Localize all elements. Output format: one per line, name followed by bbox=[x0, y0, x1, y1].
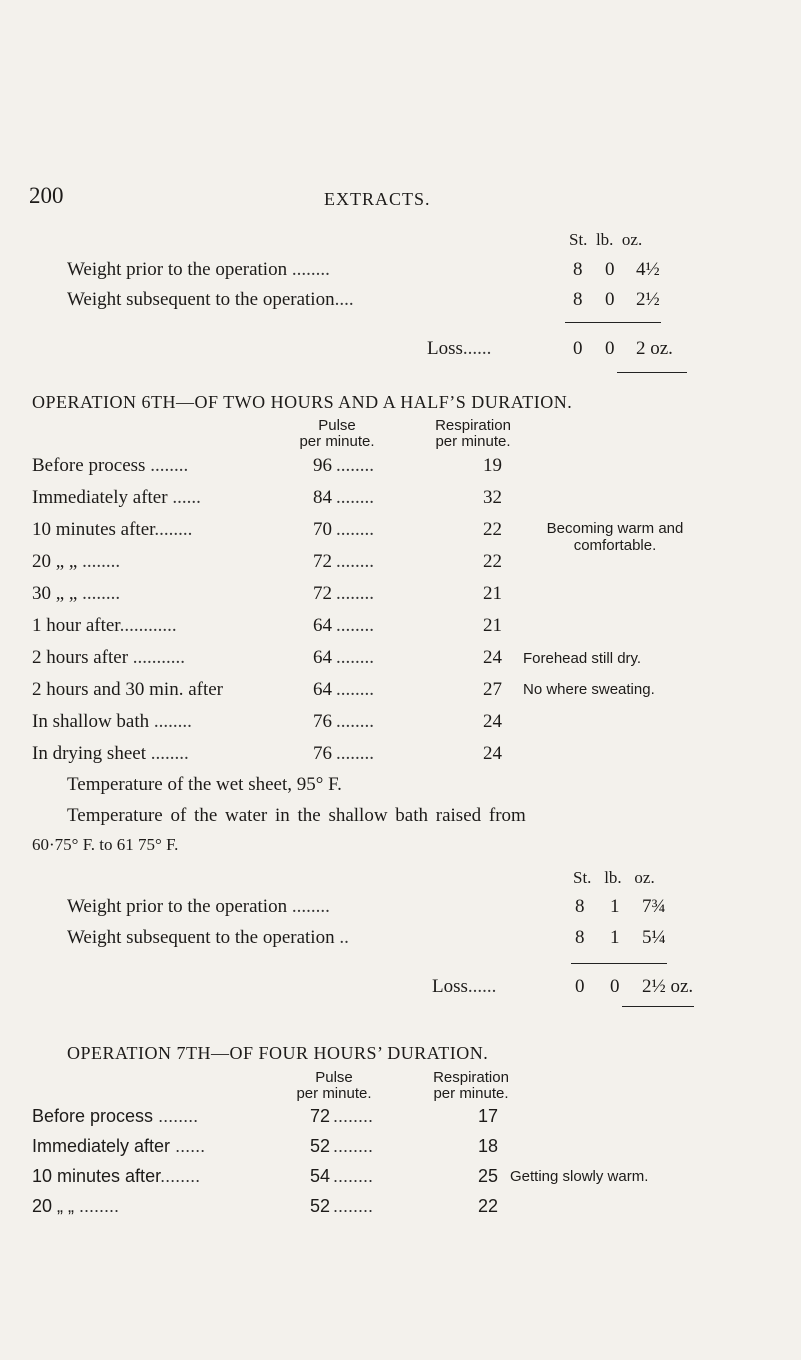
row-label: In shallow bath bbox=[32, 711, 150, 732]
respiration-value: 18 bbox=[478, 1136, 499, 1156]
table-row bbox=[32, 1196, 119, 1217]
row-note: Becoming warm and comfortable. bbox=[546, 520, 684, 554]
leader-dots: ........ bbox=[145, 455, 189, 476]
leader-dots: ........ bbox=[336, 679, 374, 700]
respiration-value: 22 bbox=[483, 519, 502, 540]
rule bbox=[571, 963, 667, 964]
respiration-value: 25 bbox=[478, 1166, 499, 1186]
rule bbox=[617, 372, 687, 373]
row-label: Before process bbox=[32, 455, 146, 476]
pulse-value: 70 bbox=[313, 519, 332, 540]
row-note: Forehead still dry. bbox=[523, 650, 642, 667]
row-label: Immediately after bbox=[32, 487, 168, 508]
respiration-value: 21 bbox=[483, 583, 502, 604]
table-row bbox=[32, 679, 223, 701]
leader-dots: ........ bbox=[74, 1196, 120, 1216]
weights-2-row-subsequent bbox=[67, 927, 349, 949]
leader-dots: ........ bbox=[336, 615, 374, 636]
row-label: Weight prior to the operation bbox=[67, 259, 288, 280]
leader-dots: ...... bbox=[170, 1136, 206, 1156]
col-header-line: per minute. bbox=[435, 433, 511, 450]
respiration-value: 27 bbox=[483, 679, 502, 700]
pulse-value: 64 bbox=[313, 647, 332, 668]
unit-st: St. bbox=[569, 230, 588, 249]
leader-dots: ........ bbox=[153, 1106, 199, 1126]
operation-6-title: OPERATION 6TH—OF TWO HOURS AND A HALF’S DURATION. bbox=[32, 392, 573, 412]
row-label: In drying sheet bbox=[32, 743, 146, 764]
pulse-value: 52 bbox=[310, 1196, 331, 1216]
unit-lb: lb. bbox=[604, 868, 622, 887]
respiration-value: 24 bbox=[483, 647, 502, 668]
table-row bbox=[32, 615, 177, 637]
table-row bbox=[32, 551, 120, 573]
operation-7-title: OPERATION 7TH—OF FOUR HOURS’ DURATION. bbox=[67, 1043, 489, 1063]
row-note: Getting slowly warm. bbox=[510, 1168, 649, 1185]
leader-dots: .... bbox=[334, 289, 354, 310]
weights-2-loss bbox=[432, 976, 496, 998]
leader-dots: ........ bbox=[336, 647, 374, 668]
table-row bbox=[32, 519, 192, 541]
leader-dots: ........ bbox=[160, 1166, 201, 1186]
pulse-value: 54 bbox=[310, 1166, 331, 1186]
weights-2-value: 1 bbox=[610, 927, 620, 948]
row-label: 2 hours and 30 min. after bbox=[32, 679, 224, 700]
weights-2-loss-value: 0 bbox=[575, 976, 585, 997]
respiration-value: 22 bbox=[483, 551, 502, 572]
weights-1-value: 0 bbox=[605, 259, 615, 280]
leader-dots: ........ bbox=[336, 743, 374, 764]
weights-2-value: 8 bbox=[575, 896, 585, 917]
weights-1-row-prior bbox=[67, 259, 330, 281]
rule bbox=[622, 1006, 694, 1007]
unit-st: St. bbox=[573, 868, 592, 887]
table-row bbox=[32, 1136, 205, 1157]
leader-dots: ........ bbox=[336, 583, 374, 604]
weights-1-loss-value: 2 oz. bbox=[636, 338, 673, 359]
temperature-wet-sheet: Temperature of the wet sheet, 95° F. bbox=[67, 774, 342, 795]
table-row bbox=[32, 487, 201, 509]
leader-dots: ........ bbox=[333, 1196, 374, 1216]
col-header-pulse bbox=[284, 1070, 384, 1102]
col-header-pulse bbox=[287, 418, 387, 450]
row-label: 1 hour after bbox=[32, 615, 120, 636]
col-header-respiration bbox=[418, 418, 528, 450]
weights-2-value: 1 bbox=[610, 896, 620, 917]
leader-dots: ........ bbox=[336, 455, 374, 476]
respiration-value: 21 bbox=[483, 615, 502, 636]
table-row bbox=[32, 583, 120, 605]
leader-dots: ............ bbox=[119, 615, 177, 636]
col-header-line: Respiration bbox=[433, 1069, 509, 1086]
row-label: Weight prior to the operation bbox=[67, 896, 288, 917]
weights-1-value: 2½ bbox=[636, 289, 660, 310]
weights-1-loss bbox=[427, 338, 491, 360]
leader-dots: ........ bbox=[287, 896, 330, 917]
respiration-value: 24 bbox=[483, 711, 502, 732]
pulse-value: 64 bbox=[313, 679, 332, 700]
col-header-line: per minute. bbox=[299, 433, 375, 450]
weights-2-loss-value: 2½ oz. bbox=[642, 976, 694, 997]
rule bbox=[565, 322, 661, 323]
unit-lb: lb. bbox=[595, 230, 614, 249]
running-head: EXTRACTS. bbox=[324, 189, 431, 209]
col-header-line: Respiration bbox=[435, 417, 511, 434]
row-label: Weight subsequent to the operation bbox=[67, 927, 335, 948]
respiration-value: 17 bbox=[478, 1106, 499, 1126]
leader-dots: .. bbox=[334, 927, 349, 948]
leader-dots: ........ bbox=[336, 551, 374, 572]
weights-1-value: 0 bbox=[605, 289, 615, 310]
leader-dots: ........ bbox=[336, 711, 374, 732]
pulse-value: 72 bbox=[310, 1106, 331, 1126]
weights-2-units bbox=[573, 868, 655, 888]
pulse-value: 84 bbox=[313, 487, 332, 508]
leader-dots: ........ bbox=[336, 487, 374, 508]
row-note: No where sweating. bbox=[523, 681, 655, 698]
pulse-value: 96 bbox=[313, 455, 332, 476]
unit-oz: oz. bbox=[621, 230, 643, 249]
pulse-value: 72 bbox=[313, 551, 332, 572]
unit-oz: oz. bbox=[634, 868, 655, 887]
leader-dots: ........ bbox=[333, 1106, 374, 1126]
weights-1-loss-value: 0 bbox=[605, 338, 615, 359]
pulse-value: 64 bbox=[313, 615, 332, 636]
table-row bbox=[32, 711, 192, 733]
row-label: Weight subsequent to the operation bbox=[67, 289, 335, 310]
leader-dots: ........... bbox=[128, 647, 186, 668]
weights-2-value: 8 bbox=[575, 927, 585, 948]
pulse-value: 76 bbox=[313, 743, 332, 764]
leader-dots: ...... bbox=[462, 338, 492, 359]
weights-1-row-subsequent bbox=[67, 289, 354, 311]
table-row bbox=[32, 1166, 200, 1187]
row-label: 10 minutes after bbox=[32, 1166, 161, 1186]
col-header-line: Pulse bbox=[315, 1069, 353, 1086]
weights-1-value: 8 bbox=[573, 259, 583, 280]
leader-dots: ........ bbox=[333, 1136, 374, 1156]
row-label: 20 „ „ bbox=[32, 551, 78, 572]
weights-2-value: 5¼ bbox=[642, 927, 666, 948]
leader-dots: ........ bbox=[154, 519, 193, 540]
weights-1-value: 8 bbox=[573, 289, 583, 310]
leader-dots: ........ bbox=[149, 711, 192, 732]
page-number: 200 bbox=[29, 183, 64, 208]
pulse-value: 76 bbox=[313, 711, 332, 732]
row-label: 2 hours after bbox=[32, 647, 129, 668]
weights-2-value: 7¾ bbox=[642, 896, 666, 917]
weights-1-value: 4½ bbox=[636, 259, 660, 280]
weights-2-row-prior bbox=[67, 896, 330, 918]
temperature-water-line-2: 60·75° F. to 61 75° F. bbox=[32, 835, 179, 854]
leader-dots: ........ bbox=[287, 259, 330, 280]
leader-dots: ........ bbox=[77, 583, 121, 604]
respiration-value: 32 bbox=[483, 487, 502, 508]
col-header-respiration bbox=[416, 1070, 526, 1102]
respiration-value: 22 bbox=[478, 1196, 499, 1216]
row-label: 30 „ „ bbox=[32, 583, 78, 604]
leader-dots: ...... bbox=[467, 976, 497, 997]
leader-dots: ........ bbox=[77, 551, 121, 572]
temperature-water-line-1: Temperature of the water in the shallow bath raised from bbox=[67, 805, 526, 826]
weights-2-loss-value: 0 bbox=[610, 976, 620, 997]
col-header-line: Pulse bbox=[318, 417, 356, 434]
table-row bbox=[32, 647, 185, 669]
leader-dots: ........ bbox=[336, 519, 374, 540]
col-header-line: per minute. bbox=[433, 1085, 509, 1102]
row-label: Immediately after bbox=[32, 1136, 171, 1156]
weights-1-loss-value: 0 bbox=[573, 338, 583, 359]
row-label: Before process bbox=[32, 1106, 154, 1126]
pulse-value: 52 bbox=[310, 1136, 331, 1156]
loss-label: Loss bbox=[427, 338, 463, 359]
respiration-value: 19 bbox=[483, 455, 502, 476]
pulse-value: 72 bbox=[313, 583, 332, 604]
leader-dots: ........ bbox=[333, 1166, 374, 1186]
loss-label: Loss bbox=[432, 976, 468, 997]
row-label: 10 minutes after bbox=[32, 519, 155, 540]
row-label: 20 „ „ bbox=[32, 1196, 75, 1216]
leader-dots: ........ bbox=[145, 743, 189, 764]
respiration-value: 24 bbox=[483, 743, 502, 764]
table-row bbox=[32, 455, 188, 477]
table-row bbox=[32, 743, 189, 765]
table-row bbox=[32, 1106, 198, 1127]
col-header-line: per minute. bbox=[296, 1085, 372, 1102]
leader-dots: ...... bbox=[167, 487, 201, 508]
weights-1-units bbox=[569, 230, 642, 250]
